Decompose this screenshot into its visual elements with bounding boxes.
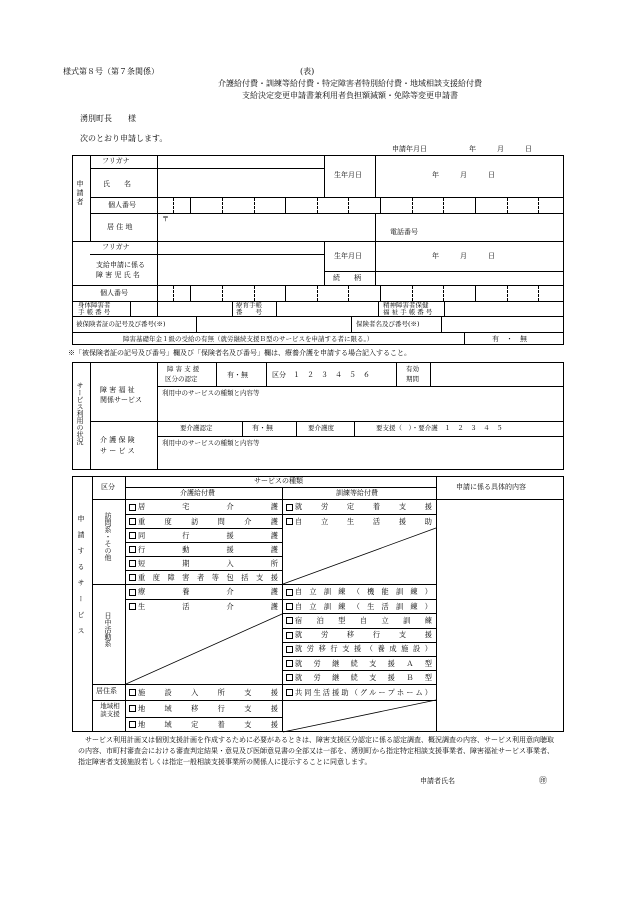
service-row[interactable]	[126, 585, 282, 599]
care-level-label: 要介護度	[308, 424, 334, 432]
service-checkbox[interactable]	[286, 689, 293, 696]
side-label: (表)	[300, 67, 315, 76]
rehab-cert-label-2: 番 号	[236, 308, 262, 316]
care-cert-label: 要介護認定	[180, 424, 213, 432]
physical-cert-label-2: 手 帳 番 号	[78, 308, 111, 316]
service-row[interactable]	[283, 642, 436, 656]
service-row[interactable]	[126, 599, 282, 613]
service-row[interactable]	[126, 542, 282, 556]
service-label: 療 養 介 護	[138, 587, 278, 596]
service-label: 自 立 生 活 援 助	[295, 516, 432, 526]
group-residential-label: 居住系	[96, 687, 117, 695]
service-checkbox[interactable]	[129, 546, 136, 553]
applicant-birth-label: 生年月日	[334, 171, 362, 179]
phone-label: 電話番号	[390, 228, 418, 236]
service-row[interactable]	[126, 701, 282, 717]
service-row[interactable]	[126, 514, 282, 528]
service-row[interactable]	[283, 599, 436, 613]
child-relation-label: 続 柄	[333, 274, 361, 282]
service-checkbox[interactable]	[286, 504, 293, 511]
rehab-cert-label-1: 療育手帳	[236, 301, 262, 309]
signature-label: 申請者氏名	[420, 777, 455, 785]
service-checkbox[interactable]	[286, 674, 293, 681]
service-row[interactable]	[126, 717, 282, 733]
service-checkbox[interactable]	[129, 518, 136, 525]
care-benefit-header: 介護給付費	[180, 489, 215, 497]
care-detail-label: 利用中のサービスの種類と内容等	[162, 439, 260, 447]
service-checkbox[interactable]	[286, 632, 293, 639]
physical-cert-label-1: 身体障害者	[78, 301, 111, 309]
child-name-label-2: 障 害 児 氏 名	[96, 271, 140, 279]
service-checkbox[interactable]	[286, 617, 293, 624]
child-name-label-1: 支給申請に係る	[96, 261, 145, 269]
service-label: 自 立 訓 練 （ 機 能 訓 練 ）	[295, 587, 432, 597]
service-checkbox[interactable]	[129, 589, 136, 596]
service-row[interactable]	[126, 570, 282, 584]
postal-mark: 〒	[162, 215, 169, 223]
service-label: 居 宅 介 護	[138, 502, 278, 511]
service-checkbox[interactable]	[129, 603, 136, 610]
addressee: 湧別町長 様	[80, 114, 136, 123]
service-checkbox[interactable]	[129, 532, 136, 539]
welfare-label-1: 障 害 福 祉	[100, 386, 135, 394]
service-label: 重 度 訪 問 介 護	[138, 516, 278, 526]
support-class-scale: 区分 １ ２ ３ ４ ５ ６	[272, 371, 370, 379]
consent-text: サービス利用計画又は個別支援計画を作成するために必要があるときは、障害支援区分認定に係る認定調査、概況調査の内容、サービス利用意向聴取の内容、市町村審査会における審査判定結果・意見及び医師意見書の全部又は一部を、湧別町から指定特定相談支援事業者、障害福祉サービス事業者、指定障害者支援施設若しくは指定一般相談支援事業所の関係人に提示することに同意します。	[78, 736, 554, 766]
service-label: 地 域 移 行 支 援	[138, 703, 278, 713]
service-checkbox[interactable]	[129, 560, 136, 567]
service-checkbox[interactable]	[129, 689, 136, 696]
service-checkbox[interactable]	[129, 504, 136, 511]
service-label: 行 動 援 護	[138, 544, 278, 554]
group-visit-label: 訪問系・その他	[104, 512, 112, 561]
service-row[interactable]	[283, 656, 436, 670]
welfare-detail-label: 利用中のサービスの種類と内容等	[162, 389, 260, 397]
insurer-number-label: 保険者名及び番号(※)	[356, 320, 420, 328]
service-checkbox[interactable]	[129, 705, 136, 712]
class-header: 区分	[101, 483, 115, 491]
care-cert-yesno: 有・無	[252, 424, 273, 432]
service-label: 重 度 障 害 者 等 包 括 支 援	[138, 572, 278, 582]
service-label: 生 活 介 護	[138, 601, 278, 611]
service-label: 宿 泊 型 自 立 訓 練	[295, 615, 432, 625]
service-kind-header: サービスの種類	[254, 477, 303, 485]
applicant-birth-value: 年 月 日	[432, 171, 495, 179]
service-checkbox[interactable]	[286, 518, 293, 525]
service-row[interactable]	[283, 514, 436, 528]
pension-question: 障害基礎年金１級の受給の有無（就労継続支援Ｂ型のサービスを申請する者に限る。）	[123, 335, 374, 343]
applicant-name-label: 氏 名	[103, 180, 131, 188]
form-title-line2: 支給決定変更申請書兼利用者負担額減額・免除等変更申請書	[242, 91, 458, 100]
care-level-scale: 要支援（ ）・要介護 １ ２ ３ ４ ５	[376, 424, 503, 432]
service-row[interactable]	[283, 500, 436, 514]
service-row[interactable]	[126, 556, 282, 570]
service-row[interactable]	[283, 685, 436, 700]
valid-period-label-1: 有効	[406, 365, 419, 373]
service-row[interactable]	[126, 685, 282, 700]
service-label: 施 設 入 所 支 援	[138, 687, 278, 697]
service-row[interactable]	[283, 670, 436, 684]
detail-header: 申請に係る具体的内容	[456, 483, 526, 491]
child-mynumber-label: 個人番号	[100, 289, 128, 297]
note-insurance: ※「被保険者証の記号及び番号」欄及び「保険者名及び番号」欄は、療養介護を申請する場合記入すること。	[68, 349, 411, 357]
service-label: 短 期 入 所	[138, 558, 278, 568]
child-birth-value: 年 月 日	[432, 252, 495, 260]
service-row[interactable]	[283, 613, 436, 627]
service-label: 就 労 継 続 支 援 Ａ 型	[295, 658, 432, 668]
applicant-furigana-label: フリガナ	[102, 157, 130, 165]
applicant-section-label: 申請者	[76, 180, 84, 207]
service-checkbox[interactable]	[129, 574, 136, 581]
service-label: 就 労 定 着 支 援	[295, 502, 432, 511]
intro-text: 次のとおり申請します。	[80, 134, 168, 143]
service-checkbox[interactable]	[129, 721, 136, 728]
form-title-line1: 介護給付費・訓練等給付費・特定障害者特別給付費・地域相談支援給付費	[218, 79, 482, 88]
mental-cert-label-1: 精神障害者保健	[383, 301, 429, 309]
group-daytime-label: 日中活動系	[104, 612, 112, 647]
applicant-mynumber-label: 個人番号	[108, 201, 136, 209]
usage-section-label: サービス利用の状況	[76, 382, 84, 445]
care-insurance-label-1: 介 護 保 険	[100, 436, 135, 444]
welfare-label-2: 関係サービス	[100, 396, 142, 404]
support-class-label-2: 区分の認定	[165, 375, 198, 383]
apply-date: 申請年月日 年 月 日	[392, 145, 532, 153]
mental-cert-label-2: 福 祉 手 帳 番 号	[383, 308, 433, 316]
valid-period-label-2: 期間	[406, 375, 419, 383]
support-class-label-1: 障 害 支 援	[167, 365, 200, 373]
service-label: 就 労 移 行 支 援 （ 養 成 施 設 ）	[295, 644, 432, 654]
service-label: 同 行 援 護	[138, 530, 278, 540]
support-yesno: 有・無	[227, 371, 248, 379]
insured-number-label: 被保険者証の記号及び番号(※)	[76, 320, 166, 328]
service-checkbox[interactable]	[286, 603, 293, 610]
service-checkbox[interactable]	[286, 646, 293, 653]
group-regional-label: 地域相談支援	[100, 702, 120, 718]
service-row[interactable]	[283, 628, 436, 642]
service-label: 自 立 訓 練 （ 生 活 訓 練 ）	[295, 601, 432, 611]
service-label: 就 労 継 続 支 援 Ｂ 型	[295, 672, 432, 682]
service-label: 就 労 移 行 支 援	[295, 630, 432, 640]
form-number: 様式第８号（第７条関係）	[63, 67, 159, 76]
care-insurance-label-2: サ ー ビ ス	[100, 447, 135, 455]
service-checkbox[interactable]	[286, 589, 293, 596]
child-furigana-label: フリガナ	[102, 243, 130, 251]
applicant-address-label: 居 住 地	[107, 223, 133, 231]
child-birth-label: 生年月日	[334, 252, 362, 260]
service-row[interactable]	[126, 500, 282, 514]
services-section-label: 申請するサービス	[77, 515, 85, 643]
service-label: 地 域 定 着 支 援	[138, 719, 278, 729]
pension-answer: 有 ・ 無	[492, 335, 527, 343]
training-benefit-header: 訓練等給付費	[336, 489, 378, 497]
service-row[interactable]	[126, 528, 282, 542]
seal-mark: ㊞	[539, 776, 547, 785]
service-label: 共 同 生 活 援 助 （ グ ル ー プ ホ ー ム ）	[295, 687, 432, 697]
service-row[interactable]	[283, 585, 436, 599]
service-checkbox[interactable]	[286, 660, 293, 667]
